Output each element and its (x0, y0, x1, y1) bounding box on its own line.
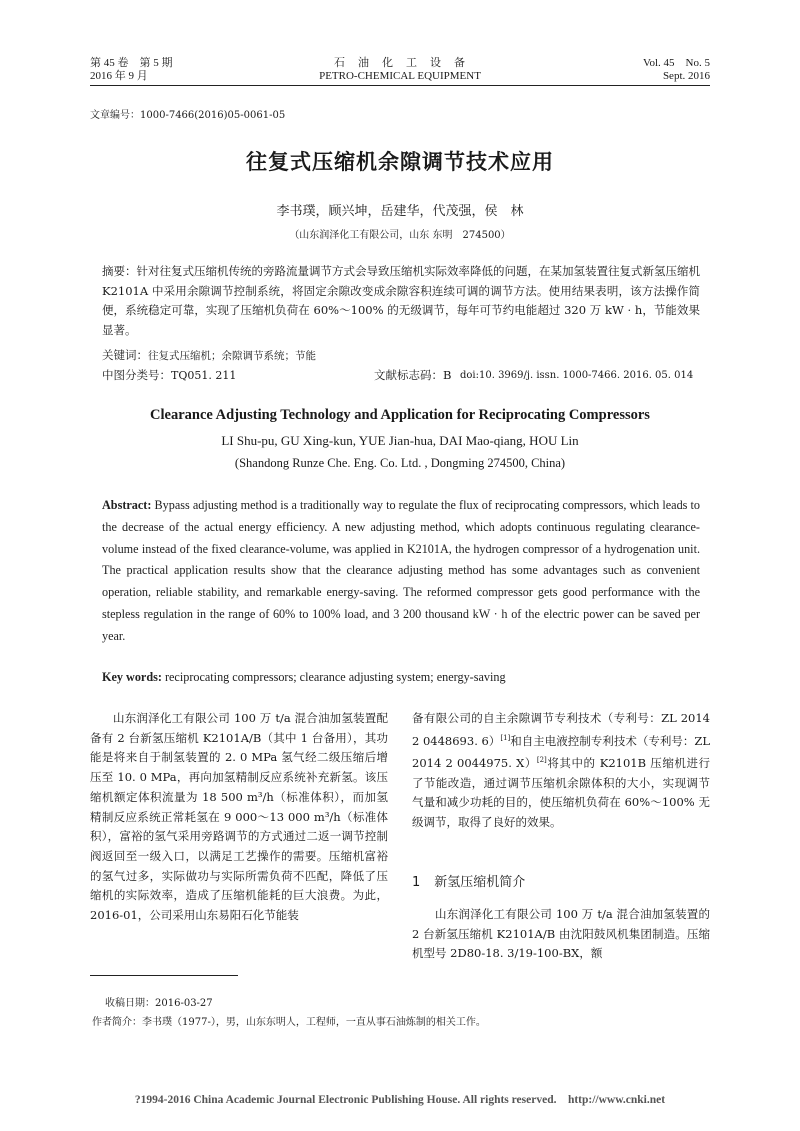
keywords-en-text: reciprocating compressors; clearance adjusting system; energy-saving (161, 670, 506, 684)
citation-2: [2] (536, 756, 547, 765)
doc-label: 文献标志码： (374, 368, 443, 382)
abstract-cn-text: 针对往复式压缩机传统的旁路流量调节方式会导致压缩机实际效率降低的问题，在某加氢装置往复式新氢压缩机 K2101A 中采用余隙调节控制系统，将固定余隙改变成余隙容积连续可调的调节方法。使用结果表明，该方法操作简便，系统稳定可靠，实现了压缩机负荷在 60%～100% 的无级调节，每年可节约电能超过 320 万 kW · h，节能效果显著。 (102, 264, 700, 337)
affiliation-cn: （山东润泽化工有限公司，山东 东明 274500） (289, 230, 511, 241)
doc-code (374, 366, 451, 386)
title-en: Clearance Adjusting Technology and Application for Reciprocating Compressors (150, 407, 650, 423)
keywords-cn (102, 346, 700, 367)
body-right-paragraph-1 (412, 709, 710, 833)
classification-line (102, 366, 700, 386)
section-heading-1 (412, 871, 525, 890)
author-bio: 作者简介：李书璞（1977-），男，山东东明人，工程师，一直从事石油炼制的相关工作。 (92, 1017, 486, 1028)
section-title: 新氢压缩机简介 (434, 875, 526, 890)
journal-name-cn: 石 油 化 工 设 备 (334, 57, 466, 69)
abstract-en-label: Abstract: (102, 498, 152, 512)
page-title: 往复式压缩机余隙调节技术应用 (246, 150, 554, 174)
abstract-en (102, 495, 700, 648)
section-number: 1 (412, 875, 421, 890)
affiliation-en: (Shandong Runze Che. Eng. Co. Ltd. , Dongming 274500, China) (234, 456, 566, 470)
abstract-en-text: Bypass adjusting method is a traditionally way to regulate the flux of reciprocating compressors, which leads to the decrease of the actual energy efficiency. A new adjusting method, which adopts continuous regulating clearance-volume instead of the fixed clearance-volume, was applied in K2101A, the hydrogen compressor of a hydrogenation unit. The practical application results show that the clearance adjusting method has some advantages such as convenient operation, reliable stability, and remarkable energy-saving. The reformed compressor gets good performance with the stepless regulation in the range of 60% to 100% load, and 3 200 thousand kW · h of the electric power can be saved per year. (102, 498, 700, 643)
journal-date: 2016 年 9 月 (90, 70, 148, 82)
body-right-text-a: 备有限公司的自主余隙调节专利技术（专利号：ZL 2014 2 0448693. 6） (412, 711, 710, 748)
journal-volume-issue: 第 45 卷 第 5 期 (90, 57, 173, 69)
journal-name-en: PETRO-CHEMICAL EQUIPMENT (319, 70, 481, 82)
keywords-cn-text: 往复式压缩机；余隙调节系统；节能 (148, 350, 316, 362)
clc-label: 中图分类号： (102, 368, 171, 382)
keywords-en (102, 667, 700, 689)
authors-cn: 李书璞，顾兴坤，岳建华，代茂强，侯 林 (276, 204, 524, 219)
body-right-text-c: 将其中的 K2101B 压缩机进行了节能改造，通过调节压缩机余隙体积的大小，实现调节气量和减少功耗的目的，使压缩机负荷在 60%～100% 无级调节，取得了良好的效果。 (412, 756, 710, 830)
authors-en: LI Shu-pu, GU Xing-kun, YUE Jian-hua, DAI Mao-qiang, HOU Lin (221, 433, 579, 448)
journal-volume-en: Vol. 45 No. 5 (642, 57, 710, 69)
article-number: 文章编号：1000-7466(2016)05-0061-05 (90, 110, 286, 121)
body-right-paragraph-2: 山东润泽化工有限公司 100 万 t/a 混合油加氢装置的 2 台新氢压缩机 K2101A/B 由沈阳鼓风机集团制造。压缩机型号 2D80-18. 3/19-100-BX，额 (412, 907, 710, 961)
journal-date-en: Sept. 2016 (662, 70, 710, 82)
citation-1: [1] (500, 733, 511, 742)
body-right-text-b: 和自主电液控制专利技术（专利号：ZL 2014 2 0044975. X） (412, 733, 710, 771)
copyright-watermark: ?1994-2016 China Academic Journal Electronic Publishing House. All rights reserved. http://www.cnki.net (134, 1094, 666, 1106)
doc-value: B (443, 368, 452, 382)
clc-value: TQ051. 211 (171, 369, 237, 382)
abstract-cn-label: 摘要： (102, 264, 137, 278)
keywords-cn-label: 关键词： (102, 348, 148, 362)
received-date: 收稿日期：2016-03-27 (105, 998, 213, 1009)
header-rule (90, 85, 710, 86)
body-left-paragraph: 山东润泽化工有限公司 100 万 t/a 混合油加氢装置配备有 2 台新氢压缩机 K2101A/B（其中 1 台备用），其功能是将来自于制氢装置的 2. 0 MPa 氢气经二级压缩后增压至 10. 0 MPa，再向加氢精制反应系统补充新氢。该压缩机额定体积流量为 18 500 m³/h（标准体积），而加氢精制反应系统正常耗氢在 9 000～13 000 m³/h（标准体积），富裕的氢气采用旁路调节的方式通过二返一调节控制阀返回至一级入口，以满足工艺操作的需要。压缩机富裕的氢气过多，实际做功与实际所需负荷不匹配，降低了压缩机的实际效率，造成了压缩机能耗的巨大浪费。为此，2016-01，公司采用山东易阳石化节能装 (90, 711, 388, 923)
footnote-rule (90, 975, 238, 976)
abstract-cn (102, 262, 700, 340)
doi: doi:10. 3969/j. issn. 1000-7466. 2016. 05. 014 (460, 370, 694, 381)
keywords-en-label: Key words: (102, 670, 162, 684)
